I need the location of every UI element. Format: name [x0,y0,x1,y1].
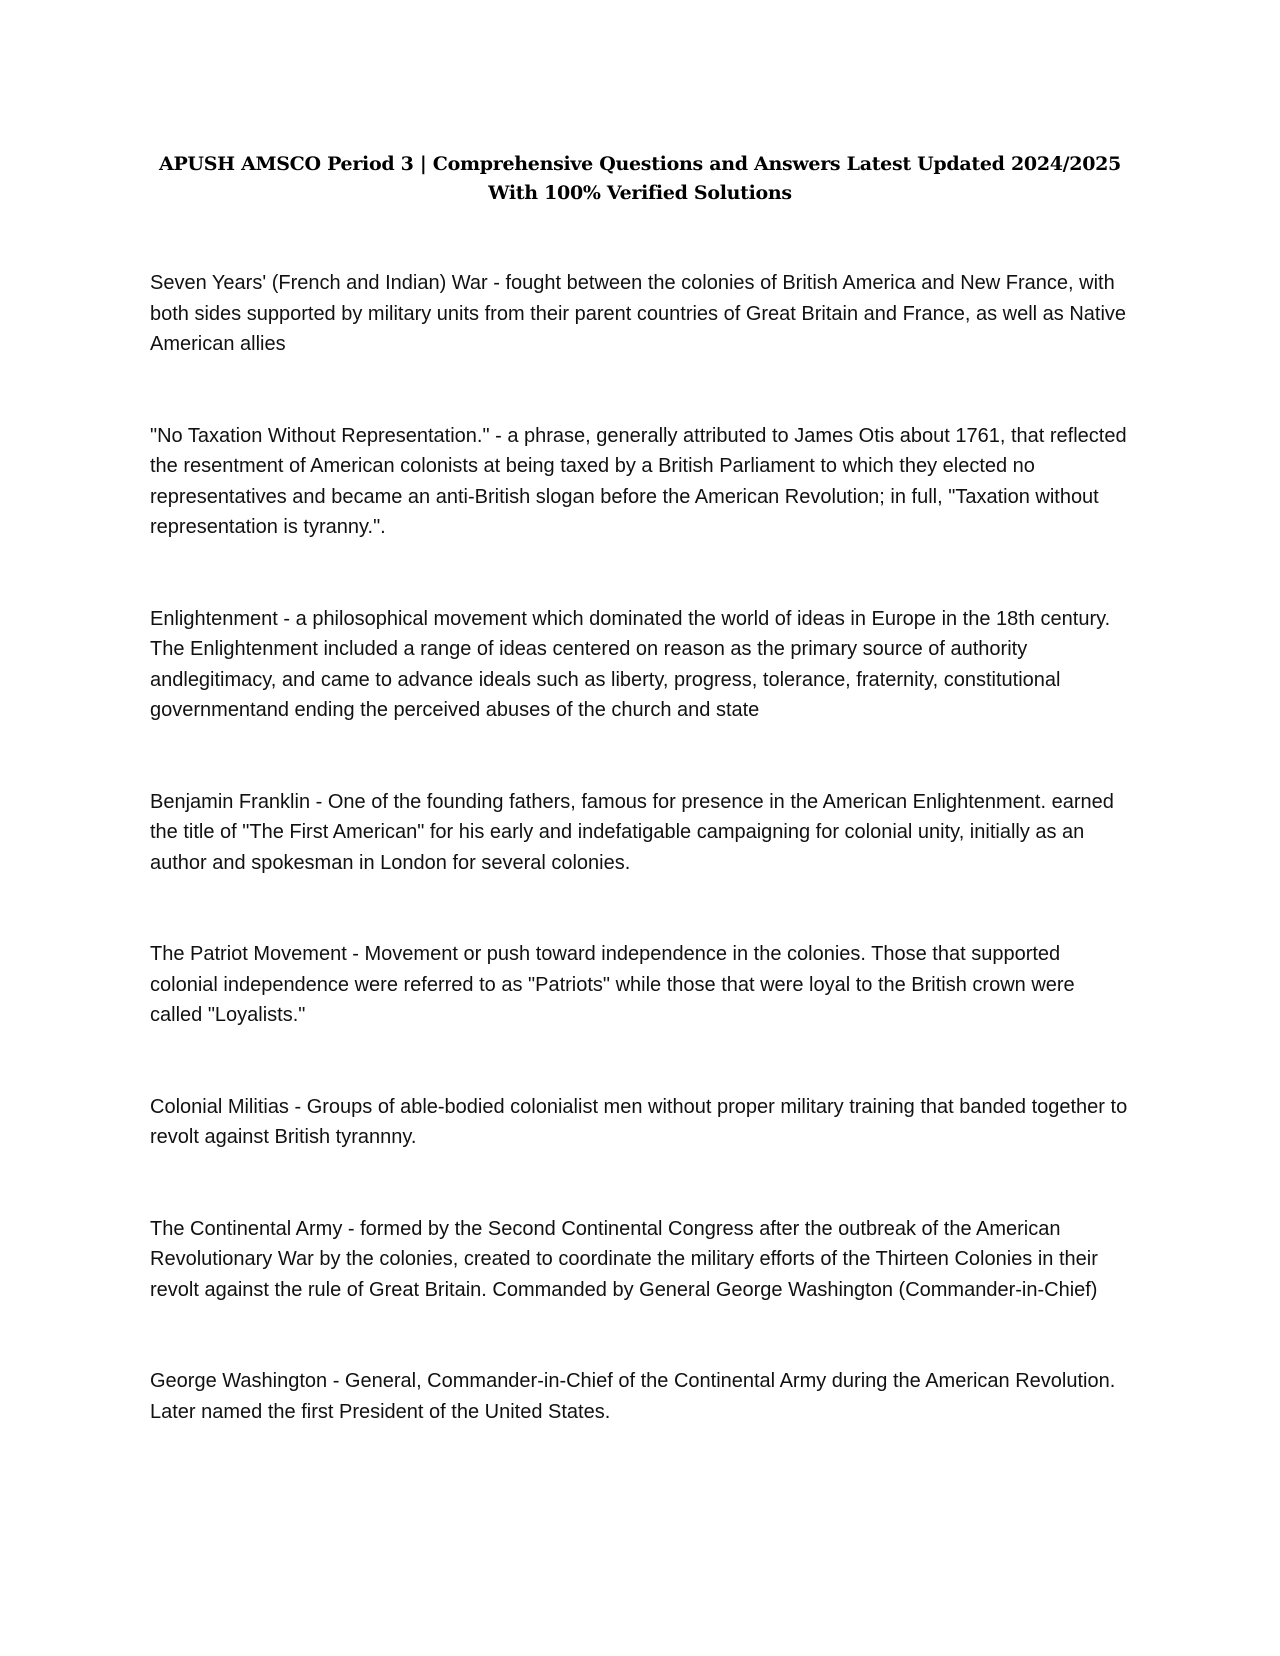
document-title-line-2: With 100% Verified Solutions [488,182,792,204]
entry-continental-army: The Continental Army - formed by the Second Continental Congress after the outbreak of the American Revolutionary War by the colonies, created to coordinate the military efforts of the Thirteen Colonies in their revolt against the rule of Great Britain. Commanded by General George Washington (Commander-in-Chief) [150,1217,1098,1301]
document-title [150,150,1130,208]
entry-seven-years-war: Seven Years' (French and Indian) War - fought between the colonies of British America and New France, with both sides supported by military units from their parent countries of Great Britain and France, as well as Native American allies [150,272,1127,355]
entry-benjamin-franklin: Benjamin Franklin - One of the founding fathers, famous for presence in the American Enlightenment. earned the title of "The First American" for his early and indefatigable campaigning for colonial unity, initially as an author and spokesman in London for several colonies. [150,790,1114,874]
entry-colonial-militias: Colonial Militias - Groups of able-bodied colonialist men without proper military training that banded together to revolt against British tyrannny. [150,1095,1128,1148]
entry-patriot-movement: The Patriot Movement - Movement or push toward independence in the colonies. Those that supported colonial independence were referred to as "Patriots" while those that were loyal to the British crown were called "Loyalists." [150,943,1075,1026]
document-title-line-1: APUSH AMSCO Period 3 | Comprehensive Questions and Answers Latest Updated 2024/2025 [159,153,1121,175]
entry-george-washington: George Washington - General, Commander-in-Chief of the Continental Army during the American Revolution. Later named the first President of the United States. [150,1370,1116,1423]
entry-list [150,268,1130,1427]
entry-no-taxation: "No Taxation Without Representation." - a phrase, generally attributed to James Otis about 1761, that reflected the resentment of American colonists at being taxed by a British Parliament to which they elected no representatives and became an anti-British slogan before the American Revolution; in full, "Taxation without representation is tyranny.". [150,424,1127,538]
entry-enlightenment: Enlightenment - a philosophical movement which dominated the world of ideas in Europe in the 18th century. The Enlightenment included a range of ideas centered on reason as the primary source of authority andlegitimacy, and came to advance ideals such as liberty, progress, tolerance, fraternity, constitutional governmentand ending the perceived abuses of the church and state [150,607,1111,721]
